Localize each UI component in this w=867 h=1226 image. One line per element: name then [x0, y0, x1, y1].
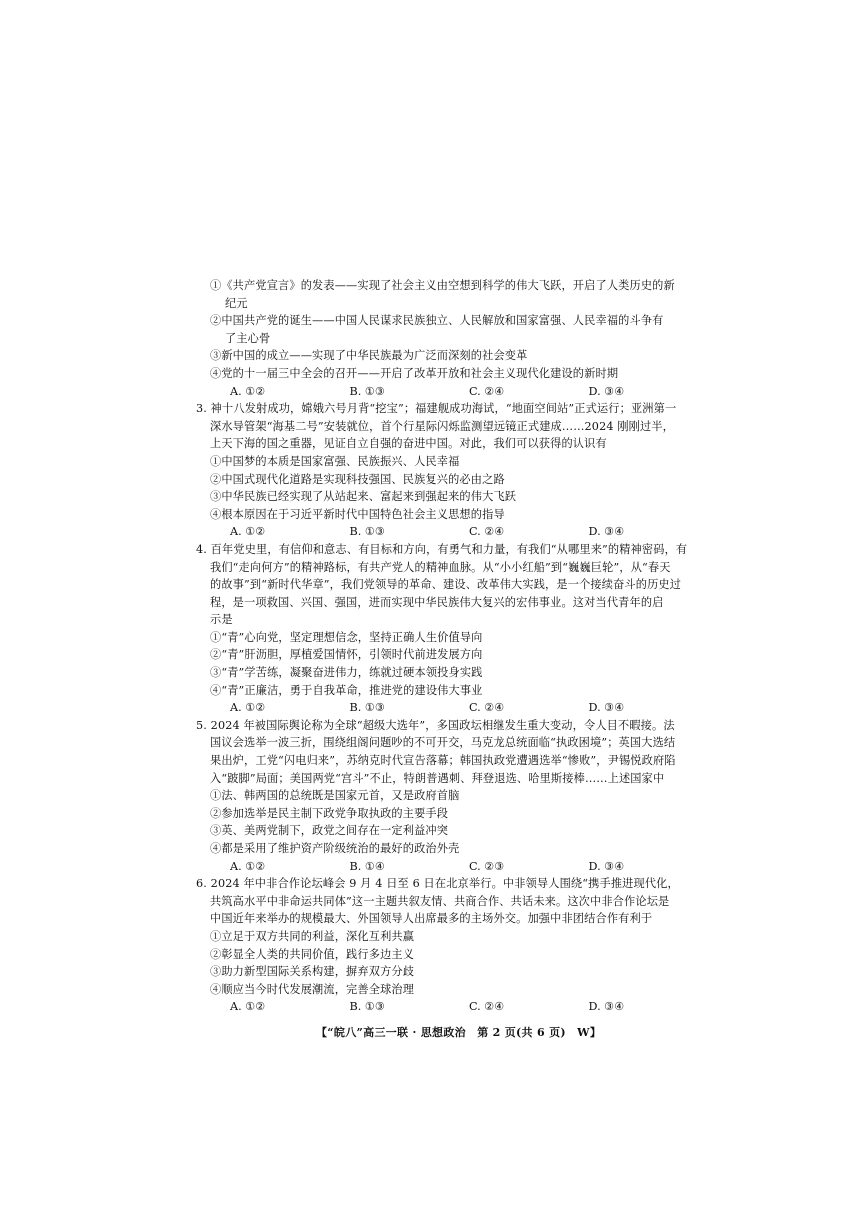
q4-stem-line-3: 的故事”到“新时代华章”，我们党领导的革命、建设、改革伟大实践，是一个接续奋斗的历史过: [210, 578, 682, 592]
q4-option-c: C. ②④: [469, 701, 505, 715]
q5-option-d: D. ③④: [588, 859, 625, 873]
q3-options: [196, 523, 708, 541]
q2-item-1: ①《共产党宣言》的发表——实现了社会主义由空想到科学的伟大飞跃，开启了人类历史的新: [210, 279, 675, 292]
q4-item-3: ③“青”学苦练，凝聚奋进伟力，练就过硬本领投身实践: [210, 666, 483, 680]
q4-stem-line-1: 4. 百年党史里，有信仰和意志、有目标和方向，有勇气和力量，有我们“从哪里来”的精神密码，有: [196, 542, 688, 556]
q6-option-d: D. ③④: [588, 1000, 625, 1014]
q4-option-d: D. ③④: [588, 701, 625, 715]
q5-stem-line-2: 国议会选举一波三折，围绕组阁问题吵的不可开交，马克龙总统面临“执政困境”；英国大选结: [210, 736, 676, 750]
q3-stem-line-2: 深水导管架“海基二号”安装就位，首个行星际闪烁监测望远镜正式建成……2024 刚刚过半，: [210, 419, 675, 433]
question-3: [196, 400, 708, 541]
question-2-items: [196, 277, 708, 383]
q6-item-1: ①立足于双方共同的利益，深化互利共赢: [210, 929, 415, 943]
q6-option-c: C. ②④: [469, 1000, 505, 1014]
q4-stem-line-5: 示是: [210, 613, 233, 627]
q6-option-b: B. ①③: [349, 1000, 385, 1014]
q4-item-1: ①“青”心向党，坚定理想信念，坚持正确人生价值导向: [210, 630, 483, 644]
q5-stem-line-4: 入“跛脚”局面；美国两党“宫斗”不止，特朗普遇刺、拜登退选、哈里斯接棒……上述国家中: [210, 771, 665, 785]
q3-option-b: B. ①③: [349, 525, 385, 539]
q3-stem-line-1: 3. 神十八发射成功，嫦娥六号月背“挖宝”；福建舰成功海试，“地面空间站”正式运行；亚洲第一: [196, 402, 677, 416]
q2-item-1-cont: 纪元: [225, 296, 248, 310]
q6-option-a: A. ①②: [230, 1000, 266, 1014]
q5-option-a: A. ①②: [230, 859, 266, 873]
q2-option-d: D. ③④: [588, 384, 625, 398]
q5-options: [196, 858, 708, 876]
q6-stem-line-1: 6. 2024 年中非合作论坛峰会 9 月 4 日至 6 日在北京举行。中非领导人围绕“携手推进现代化，: [196, 877, 679, 891]
q5-stem-line-1: 5. 2024 年被国际舆论称为全球“超级大选年”，多国政坛相继发生重大变动，令人目不暇接。法: [196, 718, 675, 732]
q4-option-b: B. ①③: [349, 701, 385, 715]
page-footer: 【“皖八”高三一联 · 思想政治 第 2 页(共 6 页) W】: [316, 1026, 602, 1039]
q4-option-a: A. ①②: [230, 701, 266, 715]
q5-option-b: B. ①④: [349, 859, 385, 873]
q4-item-4: ④“青”正廉洁，勇于自我革命，推进党的建设伟大事业: [210, 683, 483, 697]
q6-item-2: ②彰显全人类的共同价值，践行多边主义: [210, 947, 415, 961]
question-content: [196, 277, 708, 1016]
q3-option-c: C. ②④: [469, 525, 505, 539]
q4-item-2: ②“青”肝沥胆，厚植爱国情怀，引领时代前进发展方向: [210, 648, 483, 662]
q5-option-c: C. ②③: [469, 859, 505, 873]
q2-item-4: ④党的十一届三中全会的召开——开启了改革开放和社会主义现代化建设的新时期: [210, 366, 619, 380]
q3-item-1: ①中国梦的本质是国家富强、民族振兴、人民幸福: [210, 454, 460, 468]
question-6: [196, 875, 708, 1016]
q6-item-4: ④顺应当今时代发展潮流，完善全球治理: [210, 982, 415, 996]
q6-stem-line-2: 共筑高水平中非命运共同体”这一主题共叙友情、共商合作、共话未来。这次中非合作论坛是: [210, 894, 670, 908]
q2-item-3: ③新中国的成立——实现了中华民族最为广泛而深刻的社会变革: [210, 349, 528, 363]
question-5: [196, 717, 708, 875]
q2-item-2-cont: 了主心骨: [225, 331, 271, 345]
q3-stem-line-3: 上天下海的国之重器，见证自立自强的奋进中国。对此，我们可以获得的认识有: [210, 437, 607, 451]
q4-options: [196, 699, 708, 717]
q5-stem-line-3: 果出炉，工党“闪电归来”，苏纳克时代宣告落幕；韩国执政党遭遇选举“惨败”，尹锡悦政府陷: [210, 754, 676, 768]
question-4: [196, 541, 708, 717]
q4-stem-line-2: 我们“走向何方”的精神路标，有共产党人的精神血脉。从“小小红船”到“巍巍巨轮”，从“春天: [210, 560, 671, 574]
q5-item-1: ①法、韩两国的总统既是国家元首，又是政府首脑: [210, 789, 460, 803]
q5-item-2: ②参加选举是民主制下政党争取执政的主要手段: [210, 806, 449, 820]
q3-item-4: ④根本原因在于习近平新时代中国特色社会主义思想的指导: [210, 507, 505, 521]
q4-stem-line-4: 程，是一项救国、兴国、强国，进而实现中华民族伟大复兴的宏伟事业。这对当代青年的启: [210, 595, 664, 609]
q2-option-c: C. ②④: [469, 384, 505, 398]
q6-item-3: ③助力新型国际关系构建，摒弃双方分歧: [210, 965, 415, 979]
q5-item-4: ④都是采用了维护资产阶级统治的最好的政治外壳: [210, 842, 460, 855]
q2-option-a: A. ①②: [230, 384, 266, 398]
q5-item-3: ③英、美两党制下，政党之间存在一定利益冲突: [210, 824, 449, 838]
q6-options: [196, 998, 708, 1016]
q2-item-2: ②中国共产党的诞生——中国人民谋求民族独立、人民解放和国家富强、人民幸福的斗争有: [210, 314, 664, 328]
q3-item-2: ②中国式现代化道路是实现科技强国、民族复兴的必由之路: [210, 472, 505, 486]
q2-option-b: B. ①③: [349, 384, 385, 398]
q3-item-3: ③中华民族已经实现了从站起来、富起来到强起来的伟大飞跃: [210, 490, 517, 504]
q2-options: [196, 383, 708, 401]
q3-option-a: A. ①②: [230, 525, 266, 539]
q3-option-d: D. ③④: [588, 525, 625, 539]
q6-stem-line-3: 中国近年来举办的规模最大、外国领导人出席最多的主场外交。加强中非团结合作有利于: [210, 912, 653, 926]
